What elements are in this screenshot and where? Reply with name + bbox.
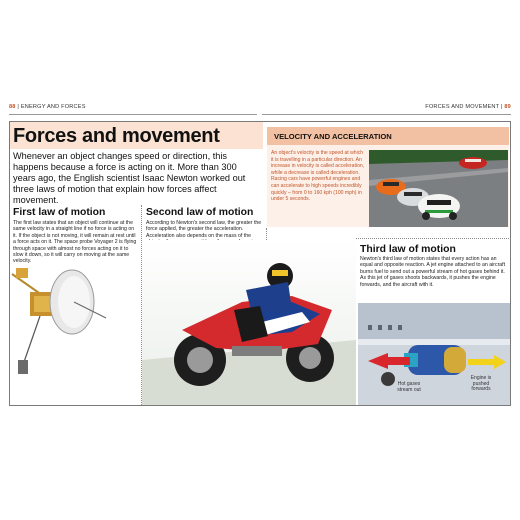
third-law-body: Newton's third law of motion states that every action has an equal and opposite reaction. A jet engine attached to an aircraft burns fuel to send out a powerful stream of hot gases behind it. As this jet of gases shoots backwards, it pushes the engine forwards, and the aircraft with it.: [360, 256, 506, 288]
first-law-body: The first law states that an object will continue at the same velocity in a straight line if no force is acting on it. If the object is not moving, it will remain at rest until a force acts on it. The space probe Voyager 2 is flying through space with almost no forces acting on it to slow it down, so it will carry on moving at the same velocity.: [13, 220, 137, 265]
jet-engine: [404, 345, 466, 375]
section-divider-third-law: [356, 238, 511, 239]
page-number-right: 89: [504, 104, 511, 110]
running-head-right: FORCES AND MOVEMENT | 89: [425, 104, 511, 110]
race-car-red: [459, 157, 487, 169]
velocity-body: An object's velocity is the speed at which it is travelling in a particular direction. An increase in velocity is called acceleration, while a decrease is called deceleration. Racing cars have powerful engines and can accelerate to high speeds incredibly quickly – from 0 to 160 kph (100 mph) in under 5 seconds.: [271, 150, 365, 203]
running-head-left: 88 | ENERGY AND FORCES: [9, 104, 86, 110]
header-rule-right: [262, 114, 511, 115]
caption-hot-gases: Hot gases stream out: [397, 381, 421, 393]
third-law-heading: Third law of motion: [360, 244, 456, 255]
second-law-body: According to Newton's second law, the greater the force applied, the greater the acceleration. Acceleration also depends on the mass of the: [146, 220, 262, 239]
page-title: Forces and movement: [13, 125, 220, 147]
first-law-heading: First law of motion: [13, 207, 106, 218]
section-label-left: ENERGY AND FORCES: [20, 104, 86, 110]
intro-paragraph: Whenever an object changes speed or direction, this happens because a force is acting on it. More than 300 years ago, the English scientist Isaac Newton worked out three laws of motion that explain how forces affect movement.: [13, 151, 246, 205]
header-rule-left: [9, 114, 257, 115]
second-law-heading: Second law of motion: [146, 207, 254, 218]
race-car-white-green: [418, 194, 460, 220]
racing-cars-photo: [369, 150, 508, 227]
velocity-heading: VELOCITY AND ACCELERATION: [274, 132, 392, 141]
caption-engine-pushed: Engine is pushed forwards: [470, 375, 492, 393]
voyager-probe-illustration: [10, 262, 140, 405]
page-number-left: 88: [9, 104, 16, 110]
section-label-right: FORCES AND MOVEMENT: [425, 104, 500, 110]
motorcycle-photo: [142, 240, 356, 405]
